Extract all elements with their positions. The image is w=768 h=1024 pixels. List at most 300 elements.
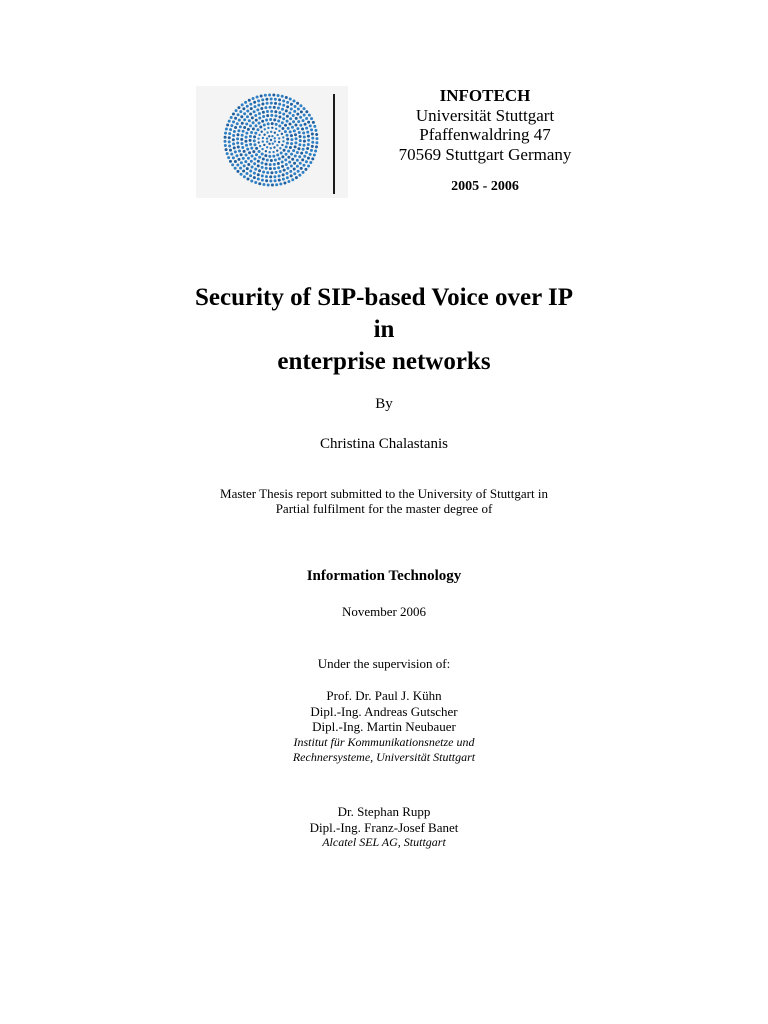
logo-dot (304, 168, 307, 171)
logo-dot (251, 166, 254, 169)
logo-dot (293, 110, 296, 113)
logo-dot (278, 175, 281, 178)
logo-dot (268, 93, 271, 96)
logo-dot (257, 104, 260, 107)
logo-dot (258, 134, 260, 136)
logo-dot (270, 139, 272, 141)
logo-dot (243, 150, 246, 153)
logo-dot (306, 131, 309, 134)
logo-dot (230, 124, 233, 127)
logo-dot (290, 103, 293, 106)
logo-dot (265, 167, 268, 170)
logo-dot (302, 131, 305, 134)
logo-dot (243, 126, 246, 129)
logo-dot (273, 163, 276, 166)
logo-dot (300, 152, 303, 155)
logo-dot (263, 134, 265, 136)
logo-dot (275, 171, 278, 174)
logo-dot (249, 174, 252, 177)
logo-dot (281, 155, 284, 158)
supervisor-name: Dipl.-Ing. Franz-Josef Banet (309, 819, 459, 835)
logo-dot (283, 181, 286, 184)
logo-dot (305, 110, 308, 113)
logo-dot (286, 142, 289, 145)
logo-dot (312, 121, 315, 124)
logo-dot (237, 146, 240, 149)
logo-dot (305, 117, 308, 120)
logo-dot (269, 163, 272, 166)
logo-dot (279, 183, 282, 186)
logo-dot (240, 115, 243, 118)
logo-dot (287, 156, 290, 159)
logo-dot (249, 135, 252, 138)
logo-dot (299, 135, 302, 138)
logo-dot (298, 143, 301, 146)
logo-dot (228, 136, 231, 139)
logo-dot (271, 122, 274, 125)
logo-dot (315, 133, 318, 136)
logo-dot (273, 167, 276, 170)
logo-dot (283, 169, 286, 172)
industry-supervisors (0, 804, 768, 851)
logo-dot (257, 160, 260, 163)
logo-dot (285, 109, 288, 112)
logo-dot (297, 170, 300, 173)
logo-dot (291, 178, 294, 181)
logo-dot (272, 143, 274, 145)
logo-dot (278, 125, 281, 128)
logo-dot (243, 112, 246, 115)
institution-address (380, 86, 590, 197)
submission-date: November 2006 (341, 604, 427, 619)
logo-dot (246, 115, 249, 118)
logo-dot (257, 164, 260, 167)
logo-dot (257, 173, 260, 176)
logo-dot (307, 165, 310, 168)
logo-dot (233, 130, 236, 133)
logo-dot (232, 120, 235, 123)
logo-dot (258, 156, 261, 159)
logo-dot (291, 158, 294, 161)
logo-dot (278, 137, 280, 139)
logo-dot (270, 110, 273, 113)
logo-dot (293, 168, 296, 171)
logo-dot (299, 139, 302, 142)
logo-dot (278, 141, 280, 143)
logo-dot (277, 166, 280, 169)
logo-dot (274, 114, 277, 117)
logo-dot (263, 144, 265, 146)
logo-dot (289, 98, 292, 101)
logo-dot (293, 129, 296, 132)
logo-dot (309, 161, 312, 164)
title-line-1: Security of SIP-based Voice over IP (195, 284, 573, 311)
logo-dot (286, 101, 289, 104)
logo-dot (282, 117, 285, 120)
logo-dot (267, 183, 270, 186)
logo-dot (292, 114, 295, 117)
logo-dot (262, 170, 265, 173)
logo-dot (295, 137, 298, 140)
logo-dot (294, 155, 297, 158)
logo-dot (315, 145, 318, 148)
logo-dot (234, 150, 237, 153)
logo-dot (266, 131, 268, 133)
logo-dot (276, 144, 278, 146)
logo-dot (232, 142, 235, 145)
logo-dot (297, 120, 300, 123)
logo-dot (270, 147, 272, 149)
logo-dot (249, 170, 252, 173)
logo-dot (243, 118, 246, 121)
logo-dot (313, 125, 316, 128)
logo-dot (273, 118, 276, 121)
logo-dot (262, 140, 264, 142)
logo-dot (248, 119, 251, 122)
logo-dot (282, 104, 285, 107)
logo-dot (241, 122, 244, 125)
logo-dot (307, 121, 310, 124)
logo-dot (236, 133, 239, 136)
logo-dot (288, 161, 291, 164)
logo-dot (271, 127, 273, 129)
logo-dot (293, 99, 296, 102)
logo-dot (266, 102, 269, 105)
logo-dot (290, 164, 293, 167)
logo-dot (302, 119, 305, 122)
logo-dot (275, 128, 277, 130)
logo-dot (282, 140, 284, 142)
logo-dot (281, 161, 284, 164)
logo-dot (255, 147, 258, 150)
logo-dot (270, 98, 273, 101)
logo-divider-line (333, 94, 335, 194)
logo-dot (278, 179, 281, 182)
logo-dot (287, 127, 290, 130)
supervisor-name: Dipl.-Ing. Martin Neubauer (312, 719, 456, 734)
logo-dot (298, 131, 301, 134)
logo-dot (245, 136, 248, 139)
logo-dot (278, 130, 280, 132)
logo-dot (296, 102, 299, 105)
logo-dot (242, 107, 245, 110)
logo-dot (278, 116, 281, 119)
logo-dot (283, 149, 286, 152)
logo-dot (284, 130, 287, 133)
logo-dot (225, 148, 228, 151)
logo-dot (281, 133, 283, 135)
logo-dot (295, 176, 298, 179)
logo-dot (303, 107, 306, 110)
logo-dot (270, 131, 272, 133)
title-line-3: enterprise networks (277, 348, 491, 375)
logo-dot (237, 129, 240, 132)
logo-dot (247, 128, 250, 131)
logo-dot (254, 124, 257, 127)
logo-dot (230, 116, 233, 119)
logo-dot (237, 158, 240, 161)
logo-dot (278, 157, 281, 160)
logo-dot (236, 163, 239, 166)
logo-dot (286, 167, 289, 170)
supervisor-name: Dipl.-Ing. Andreas Gutscher (310, 703, 458, 719)
logo-dot (257, 178, 260, 181)
logo-dot (275, 183, 278, 186)
logo-dot (239, 110, 242, 113)
logo-dot (253, 110, 256, 113)
logo-dot (274, 179, 277, 182)
logo-dot (315, 137, 318, 140)
logo-dot (278, 98, 281, 101)
submission-statement (0, 486, 768, 516)
logo-dot (310, 128, 313, 131)
logo-dot (232, 134, 235, 137)
logo-dot (228, 132, 231, 135)
logo-dot (309, 124, 312, 127)
logo-dot (240, 161, 243, 164)
logo-dot (282, 173, 285, 176)
logo-dot (289, 146, 292, 149)
logo-dot (270, 171, 273, 174)
logo-dot (258, 182, 261, 185)
logo-dot (290, 107, 293, 110)
logo-dot (249, 143, 252, 146)
logo-dot (243, 164, 246, 167)
logo-dot (228, 120, 231, 123)
logo-dot (300, 167, 303, 170)
logo-dot (281, 121, 284, 124)
logo-dot (246, 109, 249, 112)
logo-dot (302, 148, 305, 151)
logo-dot (276, 154, 279, 157)
logo-dot (255, 119, 258, 122)
logo-dot (296, 165, 299, 168)
logo-dot (227, 156, 230, 159)
logo-dot (237, 106, 240, 109)
logo-dot (278, 111, 281, 114)
logo-dot (266, 137, 268, 139)
logo-dot (300, 110, 303, 113)
logo-dot (280, 152, 283, 155)
logo-dot (286, 138, 289, 141)
logo-dot (266, 146, 268, 148)
submission-line-2: Partial fulfilment for the master degree of (275, 501, 493, 516)
logo-dot (245, 122, 248, 125)
logo-dot (297, 108, 300, 111)
logo-dot (301, 158, 304, 161)
logo-dot (234, 117, 237, 120)
logo-dot (294, 105, 297, 108)
logo-dot (270, 102, 273, 105)
logo-dot (294, 141, 297, 144)
logo-dot (258, 141, 260, 143)
logo-dot (282, 136, 284, 138)
logo-dot (237, 113, 240, 116)
logo-dot (258, 112, 261, 115)
logo-dot (315, 141, 318, 144)
logo-dot (281, 108, 284, 111)
logo-dot (270, 159, 273, 162)
logo-dot (289, 130, 292, 133)
logo-dot (298, 155, 301, 158)
logo-dot (253, 172, 256, 175)
logo-dot (290, 138, 293, 141)
logo-dot (240, 173, 243, 176)
logo-dot (302, 164, 305, 167)
logo-dot (250, 179, 253, 182)
logo-dot (284, 124, 287, 127)
logo-dot (247, 157, 250, 160)
logo-dot (262, 111, 265, 114)
logo-dot (233, 146, 236, 149)
logo-dot (266, 159, 269, 162)
logo-dot (311, 145, 314, 148)
thesis-title (0, 282, 768, 378)
logo-dot (250, 107, 253, 110)
logo-dot (261, 102, 264, 105)
logo-dot (234, 167, 237, 170)
logo-dot (257, 137, 259, 139)
logo-dot (245, 132, 248, 135)
logo-dot (265, 179, 268, 182)
logo-dot (261, 152, 264, 155)
logo-dot (257, 99, 260, 102)
logo-dot (302, 171, 305, 174)
logo-dot (289, 170, 292, 173)
logo-dot (264, 154, 267, 157)
logo-dot (266, 171, 269, 174)
institution-name: INFOTECH (439, 86, 531, 105)
logo-dot (253, 176, 256, 179)
logo-dot (304, 123, 307, 126)
logo-dot (290, 174, 293, 177)
logo-dot (311, 132, 314, 135)
logo-dot (240, 153, 243, 156)
logo-dot (244, 140, 247, 143)
logo-dot (261, 174, 264, 177)
logo-dot (274, 137, 276, 139)
logo-dot (225, 128, 228, 131)
logo-dot (240, 142, 243, 145)
logo-dot (252, 150, 255, 153)
logo-dot (306, 147, 309, 150)
logo-dot (238, 119, 241, 122)
logo-dot (241, 146, 244, 149)
logo-dot (252, 127, 255, 130)
logo-dot (251, 116, 254, 119)
logo-dot (266, 141, 268, 143)
logo-dot (291, 126, 294, 129)
logo-dot (282, 113, 285, 116)
logo-dot (261, 179, 264, 182)
logo-dot (256, 96, 259, 99)
logo-dot (292, 120, 295, 123)
logo-dot (262, 158, 265, 161)
logo-dot (305, 160, 308, 163)
logo-dot (308, 114, 311, 117)
logo-dot (243, 175, 246, 178)
logo-dot (295, 117, 298, 120)
logo-dot (307, 143, 310, 146)
logo-dot (301, 128, 304, 131)
logo-dot (294, 145, 297, 148)
logo-dot (255, 153, 258, 156)
logo-dot (285, 96, 288, 99)
logo-dot (274, 140, 276, 142)
city-country: 70569 Stuttgart Germany (398, 144, 572, 164)
logo-dot (266, 114, 269, 117)
logo-dot (234, 160, 237, 163)
logo-dot (232, 156, 235, 159)
logo-dot (262, 115, 265, 118)
industry-affiliation: Alcatel SEL AG, Stuttgart (322, 835, 446, 849)
affiliation-line-2: Rechnersysteme, Universität Stuttgart (292, 750, 476, 764)
logo-dot (299, 116, 302, 119)
logo-dot (249, 139, 252, 142)
logo-dot (259, 145, 261, 147)
logo-dot (277, 119, 280, 122)
logo-dot (224, 136, 227, 139)
logo-dot (286, 172, 289, 175)
logo-dot (305, 151, 308, 154)
logo-dot (228, 140, 231, 143)
logo-dot (285, 163, 288, 166)
logo-dot (311, 157, 314, 160)
logo-dot (249, 113, 252, 116)
logo-dot (230, 153, 233, 156)
submission-line-1: Master Thesis report submitted to the University of Stuttgart in (220, 486, 548, 501)
logo-dot (269, 118, 272, 121)
logo-dot (249, 124, 252, 127)
logo-dot (289, 117, 292, 120)
logo-dot (296, 159, 299, 162)
logo-dot (297, 147, 300, 150)
logo-dot (281, 144, 283, 146)
logo-dot (285, 145, 288, 148)
logo-dot (303, 140, 306, 143)
logo-dot (293, 172, 296, 175)
logo-dot (264, 106, 267, 109)
logo-dot (232, 138, 235, 141)
university-name: Universität Stuttgart (415, 105, 555, 125)
logo-dot (267, 122, 270, 125)
degree-name: Information Technology (306, 568, 462, 584)
logo-dot (248, 99, 251, 102)
logo-dot (274, 98, 277, 101)
logo-dot (258, 117, 261, 120)
logo-dot (287, 150, 290, 153)
logo-dot (269, 167, 272, 170)
logo-dot (253, 105, 256, 108)
logo-dot (303, 114, 306, 117)
logo-dot (305, 127, 308, 130)
logo-dot (281, 165, 284, 168)
logo-dot (250, 155, 253, 158)
logo-dot (236, 122, 239, 125)
logo-dot (236, 137, 239, 140)
logo-dot (314, 150, 317, 153)
logo-dot (238, 149, 241, 152)
logo-dot (260, 107, 263, 110)
logo-dot (269, 106, 272, 109)
logo-dot (246, 148, 249, 151)
logo-dot (252, 97, 255, 100)
logo-dot (282, 178, 285, 181)
logo-dot (224, 144, 227, 147)
logo-dot (261, 166, 264, 169)
logo-dot (226, 124, 229, 127)
logo-dot (261, 120, 264, 123)
